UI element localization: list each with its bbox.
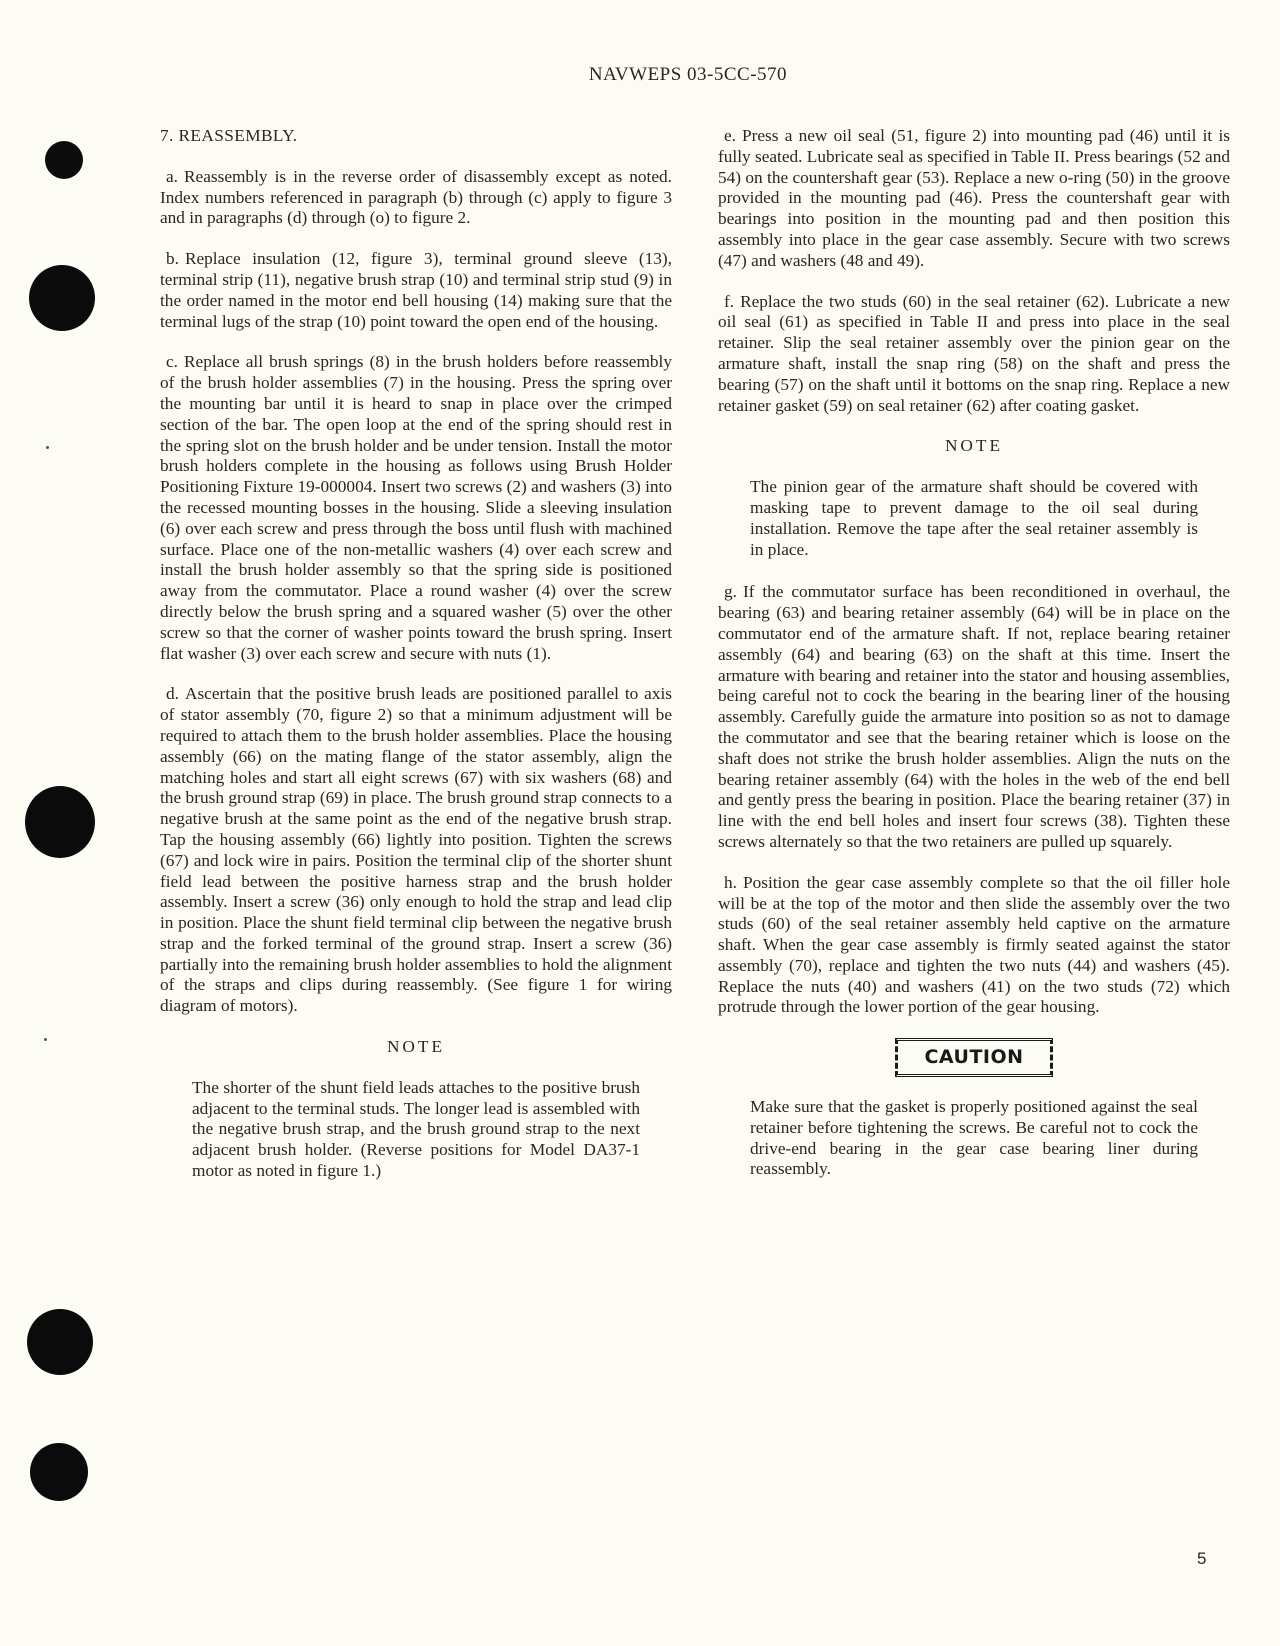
punch-hole-5 <box>30 1443 88 1501</box>
paragraph-h <box>718 873 1230 1019</box>
caution-label: CAUTION <box>895 1038 1052 1077</box>
paragraph-label: a. <box>166 166 178 186</box>
punch-hole-1 <box>45 141 83 179</box>
paragraph-d <box>160 684 672 1017</box>
paragraph-label: e. <box>724 126 736 145</box>
punch-hole-3 <box>25 786 95 858</box>
section-title <box>160 126 672 147</box>
punch-hole-4 <box>27 1309 93 1375</box>
paragraph-text: Replace insulation (12, figure 3), terminal ground sleeve (13), terminal strip (11), negative brush strap (10) and terminal strip stud (9) in the order named in the motor end bell housing (14) making sure that the terminal lugs of the strap (10) point toward the open end of the housing. <box>160 249 672 331</box>
paragraph-text: Reassembly is in the reverse order of disassembly except as noted. Index numbers referenced in paragraph (b) through (c) apply to figure 3 and in paragraphs (d) through (o) to figure 2. <box>160 166 672 228</box>
paragraph-g <box>718 582 1230 852</box>
caution-banner <box>718 1038 1230 1077</box>
paragraph-c <box>160 352 672 664</box>
paragraph-label: b. <box>166 249 179 269</box>
paragraph-label: c. <box>166 352 178 372</box>
paragraph-text: Replace the two studs (60) in the seal retainer (62). Lubricate a new oil seal (61) as specified in Table II and press into place in the seal retainer. Slip the seal retainer assembly over the pinion gear on the armature shaft, install the snap ring (58) on the shaft and press the bearing (57) on the shaft until it bottoms on the snap ring. Replace a new retainer gasket (59) on seal retainer (62) after coating gasket. <box>718 291 1230 415</box>
section-title-text: REASSEMBLY. <box>178 126 298 145</box>
paragraph-label: h. <box>724 872 737 892</box>
paragraph-text: If the commutator surface has been reconditioned in overhaul, the bearing (63) and bearing retainer assembly (64) will be in place on the commutator end of the armature shaft. If not, replace bearing retainer assembly (64) and bearing (63) on the shaft at this time. Insert the armature with bearing and retainer into the stator and housing assemblies, being careful not to cock the bearing in the bearing liner of the housing assembly. Carefully guide the armature into position so as not to damage the commutator and see that the bearing retainer which is loose on the shaft does not strike the brush holder assemblies. Align the nuts on the bearing retainer assembly (64) with the holes in the web of the end bell and gently press the bearing in position. Place the bearing retainer (37) in line with the end bell holes and insert four screws (38). Tighten these screws alternately so that the two retainers are pulled up squarely. <box>718 582 1230 851</box>
paragraph-label: g. <box>724 582 737 602</box>
paragraph-b <box>160 249 672 332</box>
caution-text: Make sure that the gasket is properly positioned against the seal retainer before tightening the screws. Be careful not to cock the drive-end bearing in the gear case bearing liner during reassembly. <box>750 1097 1198 1179</box>
punch-hole-2 <box>29 265 95 331</box>
scan-speck <box>46 446 49 449</box>
paragraph-text: Ascertain that the positive brush leads are positioned parallel to axis of stator assembly (70, figure 2) so that a minimum adjustment will be required to attach them to the brush holder assemblies. Place the housing assembly (66) on the mating flange of the stator assembly, align the matching holes and start all eight screws (67) with six washers (68) and the brush ground strap (69) in place. The brush ground strap connects to a negative brush at the same point as the end of the negative brush strap. Tap the housing assembly (66) lightly into position. Tighten the screws (67) and lock wire in pairs. Position the terminal clip of the shorter shunt field lead between the positive harness strap and the brush holder assembly. Insert a screw (36) only enough to hold the strap and lead clip in position. Place the shunt field terminal clip between the negative brush strap and the forked terminal of the ground strap. Insert a screw (36) partially into the remaining brush holder assemblies to hold the alignment of the straps and clips during reassembly. (See figure 1 for wiring diagram of motors). <box>160 684 672 1016</box>
page-number: 5 <box>1197 1549 1207 1568</box>
paragraph-text: Position the gear case assembly complete so that the oil filler hole will be at the top of the motor and then slide the assembly over the two studs (60) of the seal retainer assembly held captive on the armature shaft. When the gear case assembly is firmly seated against the stator assembly (70), replace and tighten the two nuts (44) and washers (45). Replace the nuts (40) and washers (41) on the two studs (72) which protrude through the lower portion of the gear housing. <box>718 872 1230 1017</box>
note-text: The pinion gear of the armature shaft should be covered with masking tape to prevent damage to the oil seal during installation. Remove the tape after the seal retainer assembly is in place. <box>750 477 1198 559</box>
section-number: 7. <box>160 126 174 145</box>
right-column <box>718 126 1230 1202</box>
paragraph-e <box>718 126 1230 272</box>
paragraph-text: Replace all brush springs (8) in the brush holders before reassembly of the brush holder assemblies (7) in the housing. Press the spring over the mounting bar until it is heard to snap in place over the crimped section of the bar. The open loop at the end of the spring should rest in the spring slot on the brush holder and be under tension. Install the motor brush holders complete in the housing as follows using Brush Holder Positioning Fixture 19-000004. Insert two screws (2) and washers (3) into the recessed mounting bosses in the housing. Slide a sleeving insulation (6) over each screw and press through the boss until flush with machined surface. Place one of the non-metallic washers (4) over each screw and install the brush holder assembly so that the spring side is positioned away from the commutator. Place a round washer (4) over the screw directly below the brush spring and a squared washer (5) over the other screw so that the corner of washer points toward the brush spring. Insert flat washer (3) over each screw and secure with nuts (1). <box>160 352 672 663</box>
paragraph-a <box>160 167 672 229</box>
note-heading: NOTE <box>386 1037 446 1057</box>
paragraph-label: d. <box>166 684 179 704</box>
note-heading: NOTE <box>944 436 1004 456</box>
document-number-header: NAVWEPS 03-5CC-570 <box>588 64 788 85</box>
paragraph-label: f. <box>724 291 735 311</box>
note-text: The shorter of the shunt field leads attaches to the positive brush adjacent to the terminal studs. The longer lead is assembled with the negative brush strap, and the brush ground strap to the next adjacent brush holder. (Reverse positions for Model DA37-1 motor as noted in figure 1.) <box>192 1077 640 1181</box>
paragraph-text: Press a new oil seal (51, figure 2) into mounting pad (46) until it is fully seated. Lubricate seal as specified in Table II. Press bearings (52 and 54) on the countershaft gear (53). Replace a new o-ring (50) in the groove provided in the mounting pad (46). Press the countershaft gear with bearings into position in the mounting pad and then position this assembly into place in the gear case assembly. Secure with two screws (47) and washers (48 and 49). <box>718 126 1230 270</box>
paragraph-f <box>718 292 1230 417</box>
left-column <box>160 126 672 1204</box>
scan-speck <box>44 1038 47 1041</box>
